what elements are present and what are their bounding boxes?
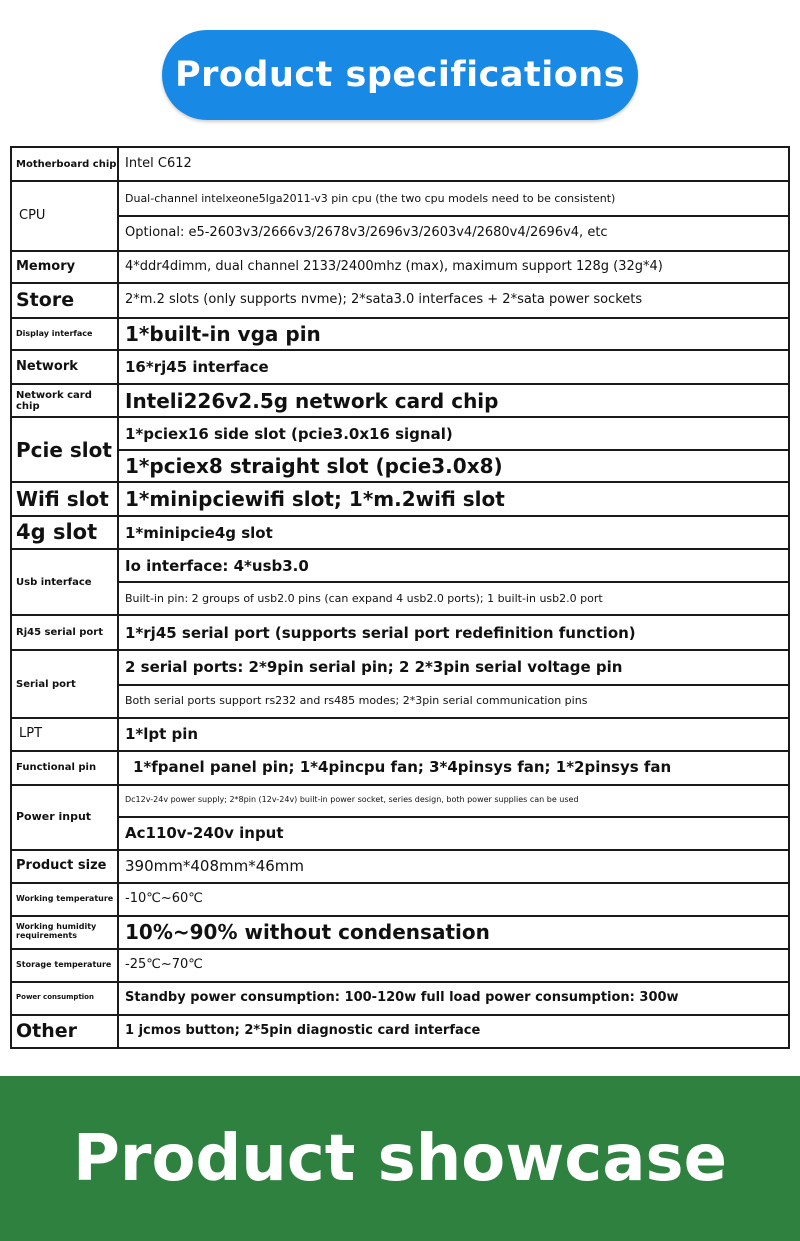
table-row (11, 685, 789, 718)
table-row (11, 482, 789, 516)
row-value: 1*fpanel panel pin; 1*4pincpu fan; 3*4pinsys fan; 1*2pinsys fan (118, 751, 789, 785)
table-row (11, 216, 789, 251)
spec-title-banner (162, 30, 638, 120)
row-label: Network card chip (11, 384, 118, 417)
row-value: 1*minipciewifi slot; 1*m.2wifi slot (118, 482, 789, 516)
row-label: Pcie slot (11, 417, 118, 482)
table-row (11, 916, 789, 949)
row-label: Other (11, 1015, 118, 1048)
row-value: Dual-channel intelxeone5lga2011-v3 pin cpu (the two cpu models need to be consistent) (118, 181, 789, 216)
row-value: 1*rj45 serial port (supports serial port redefinition function) (118, 615, 789, 650)
table-row (11, 785, 789, 817)
row-value: 10%~90% without condensation (118, 916, 789, 949)
row-label: Usb interface (11, 549, 118, 615)
row-value: 2*m.2 slots (only supports nvme); 2*sata3.0 interfaces + 2*sata power sockets (118, 283, 789, 318)
row-label: Memory (11, 251, 118, 283)
table-row (11, 615, 789, 650)
table-row (11, 883, 789, 916)
row-label: Serial port (11, 650, 118, 717)
spec-title: Product specifications (174, 55, 626, 95)
row-value: Io interface: 4*usb3.0 (118, 549, 789, 582)
table-row (11, 450, 789, 482)
table-row (11, 350, 789, 384)
row-label: Motherboard chip (11, 147, 118, 181)
row-value: 1*pciex8 straight slot (pcie3.0x8) (118, 450, 789, 482)
row-label: Storage temperature (11, 949, 118, 982)
table-row (11, 582, 789, 615)
table-row (11, 949, 789, 982)
table-row (11, 850, 789, 883)
table-row (11, 283, 789, 318)
row-label: Working temperature (11, 883, 118, 916)
row-label: Working humidity requirements (11, 916, 118, 949)
row-value: Both serial ports support rs232 and rs485 modes; 2*3pin serial communication pins (118, 685, 789, 718)
row-value: Standby power consumption: 100-120w full load power consumption: 300w (118, 982, 789, 1015)
row-value: 390mm*408mm*46mm (118, 850, 789, 883)
row-value: -10℃~60℃ (118, 883, 789, 916)
table-row (11, 650, 789, 684)
row-value: Optional: e5-2603v3/2666v3/2678v3/2696v3/2603v4/2680v4/2696v4, etc (118, 216, 789, 251)
row-value: 16*rj45 interface (118, 350, 789, 384)
row-value: Dc12v-24v power supply; 2*8pin (12v-24v) built-in power socket, series design, both power supplies can be used (118, 785, 789, 817)
table-row (11, 982, 789, 1015)
table-row (11, 1015, 789, 1048)
row-label: Product size (11, 850, 118, 883)
row-label: Power input (11, 785, 118, 850)
showcase-banner (0, 1076, 800, 1241)
row-label: Network (11, 350, 118, 384)
row-value: 1 jcmos button; 2*5pin diagnostic card interface (118, 1015, 789, 1048)
table-row (11, 318, 789, 350)
table-row (11, 181, 789, 216)
row-value: Intel C612 (118, 147, 789, 181)
table-row (11, 817, 789, 850)
row-value: 1*built-in vga pin (118, 318, 789, 350)
row-label: Power consumption (11, 982, 118, 1015)
row-value: Inteli226v2.5g network card chip (118, 384, 789, 417)
row-value: 4*ddr4dimm, dual channel 2133/2400mhz (max), maximum support 128g (32g*4) (118, 251, 789, 283)
table-row (11, 251, 789, 283)
showcase-title: Product showcase (73, 1121, 727, 1196)
row-value: 1*lpt pin (118, 718, 789, 751)
table-row (11, 549, 789, 582)
row-value: Ac110v-240v input (118, 817, 789, 850)
row-label: Rj45 serial port (11, 615, 118, 650)
table-row (11, 718, 789, 751)
row-label: 4g slot (11, 516, 118, 549)
row-value: Built-in pin: 2 groups of usb2.0 pins (can expand 4 usb2.0 ports); 1 built-in usb2.0 port (118, 582, 789, 615)
table-row (11, 751, 789, 785)
table-row (11, 147, 789, 181)
table-row (11, 384, 789, 417)
row-label: LPT (11, 718, 118, 751)
row-value: 1*minipcie4g slot (118, 516, 789, 549)
row-label: Wifi slot (11, 482, 118, 516)
spec-table (10, 146, 790, 1049)
row-label: CPU (11, 181, 118, 251)
row-label: Functional pin (11, 751, 118, 785)
row-label: Display interface (11, 318, 118, 350)
row-label: Store (11, 283, 118, 318)
row-value: 2 serial ports: 2*9pin serial pin; 2 2*3pin serial voltage pin (118, 650, 789, 684)
table-row (11, 516, 789, 549)
table-row (11, 417, 789, 450)
row-value: 1*pciex16 side slot (pcie3.0x16 signal) (118, 417, 789, 450)
row-value: -25℃~70℃ (118, 949, 789, 982)
